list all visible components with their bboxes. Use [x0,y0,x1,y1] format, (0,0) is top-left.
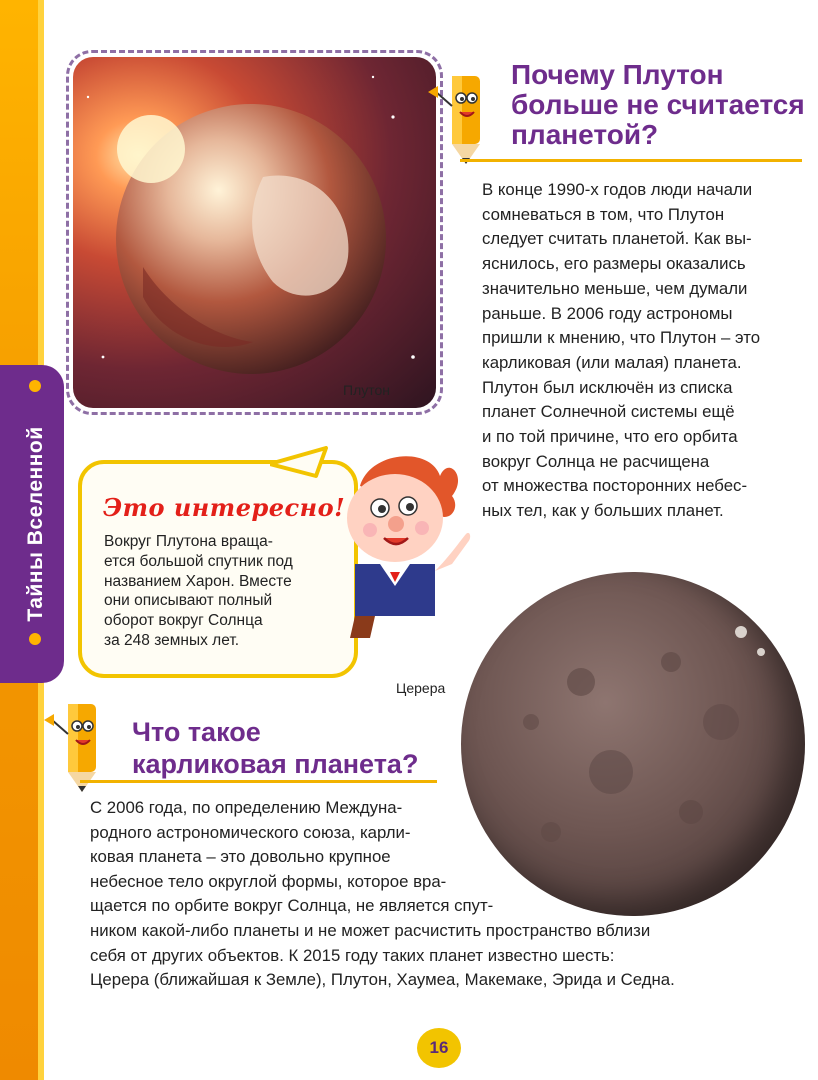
body-line: следует считать планетой. Как вы- [482,229,752,249]
body-line: карликовая (или малая) планета. [482,352,742,372]
question1-title [511,60,811,150]
boy-mascot-icon [340,446,472,646]
question1-body [482,178,802,524]
side-tab-dot-top [29,380,41,392]
side-tab-label: Тайны Вселенной [24,426,47,622]
body-line: себя от других объектов. К 2015 году таких планет известно шесть: [90,945,615,965]
question1-divider [460,159,802,162]
fact-line: ется большой спутник под [104,552,293,570]
body-line: небесное тело округлой формы, которое вра- [90,871,447,891]
question2-divider [80,780,437,783]
fact-line: оборот вокруг Солнца [104,612,263,630]
side-tab-dot-bottom [29,633,41,645]
fact-line: Вокруг Плутона враща- [104,533,273,550]
body-line: раньше. В 2006 году астрономы [482,303,733,323]
pluto-photo-frame [66,50,443,415]
question1-title-line: больше не считается [511,89,805,120]
pencil-mascot-icon [44,694,104,794]
body-line: С 2006 года, по определению Междуна- [90,798,403,817]
body-line: ных тел, как у больших планет. [482,501,724,521]
body-line: от множества посторонних небес- [482,476,748,496]
body-line: Церера (ближайшая к Земле), Плутон, Хаумеа, Макемаке, Эрида и Седна. [90,970,675,990]
question1-title-line: планетой? [511,119,659,150]
body-line: Плутон был исключён из списка [482,377,733,397]
body-line: родного астрономического союза, карли- [90,822,411,842]
body-line: ковая планета – это довольно крупное [90,847,391,867]
body-line: В конце 1990-х годов люди начали [482,180,753,199]
pluto-caption: Плутон [343,382,391,398]
fact-line: они описывают полный [104,592,273,610]
question2-title-line: карликовая планета? [132,749,419,779]
speech-pointer-icon [270,446,340,486]
body-line: вокруг Солнца не расчищена [482,451,710,471]
fact-callout-text [104,532,354,651]
question2-title [132,716,452,780]
pluto-illustration [73,57,436,408]
body-line: планет Солнечной системы ещё [482,402,735,422]
page-number: 16 [417,1028,461,1068]
pencil-mascot-icon [428,66,488,166]
body-line: и по той причине, что его орбита [482,427,738,447]
body-line: пришли к мнению, что Плутон – это [482,328,761,348]
body-line: значительно меньше, чем думали [482,278,748,298]
pluto-photo [73,57,436,408]
question2-title-line: Что такое [132,717,261,747]
body-line: щается по орбите вокруг Солнца, не является спут- [90,896,494,916]
body-line: ником какой-либо планеты и не может расчистить пространство вблизи [90,920,651,940]
fact-line: названием Харон. Вместе [104,572,292,590]
fact-callout-title: Это интересно! [103,493,346,522]
body-line: сомневаться в том, что Плутон [482,204,725,224]
fact-line: за 248 земных лет. [104,631,240,649]
ceres-caption: Церера [396,680,446,696]
body-line: яснилось, его размеры оказались [482,254,746,274]
question2-body [90,796,770,993]
question1-title-line: Почему Плутон [511,59,724,90]
